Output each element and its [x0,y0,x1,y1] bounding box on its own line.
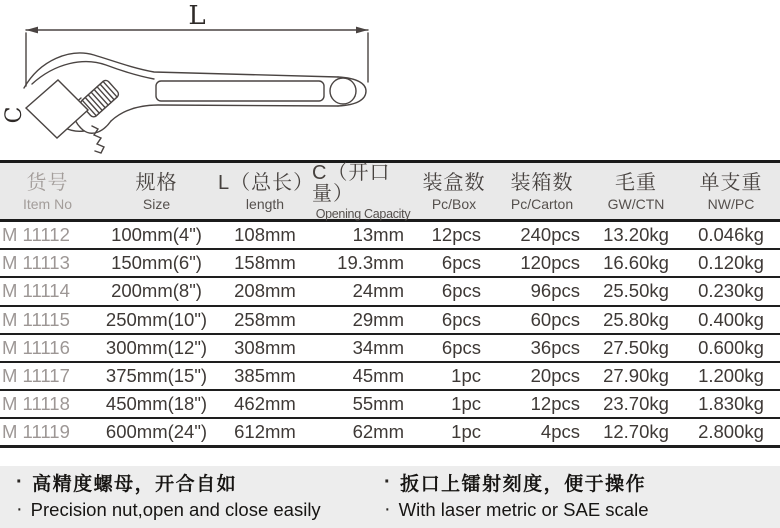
table-cell: 240pcs [520,224,580,246]
column-header-6 [590,163,682,219]
table-cell: 0.400kg [698,308,764,330]
table-row [0,250,780,278]
column-header-4 [414,163,494,219]
bullet-icon: · [16,471,25,493]
table-cell: 375mm(15") [105,365,208,387]
spec-table [0,160,780,448]
table-cell: 34mm [352,336,404,358]
table-cell: 13.20kg [603,224,669,246]
table-cell: 6pcs [441,252,481,274]
feature-right-en [384,496,649,523]
table-cell: 462mm [234,393,296,415]
table-cell: M 11112 [2,224,70,246]
column-header-7 [682,163,780,219]
table-cell: 12.70kg [603,420,669,442]
table-cell: 55mm [352,393,404,415]
table-row [0,307,780,335]
length-dimension-label: L [188,1,206,31]
wrench-technical-drawing [0,0,390,158]
bullet-icon: · [384,471,393,493]
column-header-zh: 单支重 [699,171,763,194]
table-cell: 100mm(4") [111,224,202,246]
column-header-zh: 装箱数 [510,171,574,194]
table-cell: 1pc [451,365,481,387]
table-cell: 29mm [352,308,404,330]
table-cell: 6pcs [441,336,481,358]
column-header-en: NW/PC [707,195,755,212]
jaw-opening [26,80,88,138]
column-header-en: Pc/Box [431,195,477,212]
table-cell: 600mm(24") [105,420,208,442]
table-cell: 612mm [234,420,296,442]
feature-right-zh-text: 扳口上镭射刻度，便于操作 [400,474,647,495]
table-cell: 2.800kg [698,420,764,442]
table-cell: 27.90kg [603,365,669,387]
column-header-en: Item No [22,195,72,212]
table-cell: 12pcs [431,224,481,246]
column-header-en: Pc/Carton [510,195,574,212]
column-header-zh: 装盒数 [422,171,486,194]
table-cell: 258mm [234,308,296,330]
table-cell: 120pcs [520,252,580,274]
table-cell: 1.830kg [698,393,764,415]
table-cell: 16.60kg [603,252,669,274]
table-cell: 385mm [234,365,296,387]
table-row [0,363,780,391]
table-cell: 0.600kg [698,336,764,358]
table-cell: 208mm [234,280,296,302]
table-cell: 25.50kg [603,280,669,302]
wrench-drawing-svg [0,0,390,158]
table-cell: 20pcs [530,365,580,387]
table-cell: M 11117 [2,365,70,387]
table-cell: 23.70kg [603,393,669,415]
table-body [0,222,780,448]
table-cell: 19.3mm [337,252,404,274]
bullet-icon: · [384,498,391,520]
table-cell: 24mm [352,280,404,302]
column-header-zh: 规格 [135,171,178,194]
column-header-en: GW/CTN [607,195,665,212]
table-row [0,419,780,447]
column-header-0 [0,163,95,219]
column-header-3 [312,163,414,219]
table-cell: M 11116 [2,336,70,358]
feature-left-zh [16,469,321,496]
table-cell: 36pcs [530,336,580,358]
table-row [0,391,780,419]
table-cell: 25.80kg [603,308,669,330]
column-header-zh: 货号 [26,171,69,194]
feature-right-en-text: With laser metric or SAE scale [398,498,649,520]
table-cell: M 11119 [2,420,70,442]
feature-right-zh [384,469,649,496]
table-cell: 250mm(10") [105,308,208,330]
column-header-en: length [245,195,285,212]
table-cell: M 11118 [2,393,70,415]
features-strip [0,466,780,528]
table-cell: 308mm [234,336,296,358]
table-cell: 200mm(8") [111,280,202,302]
table-cell: M 11113 [2,252,70,274]
column-header-5 [494,163,590,219]
table-cell: M 11115 [2,308,70,330]
table-cell: 300mm(12") [105,336,208,358]
table-cell: 450mm(18") [105,393,208,415]
bullet-icon: · [16,498,23,520]
table-cell: 4pcs [540,420,580,442]
table-cell: 62mm [352,420,404,442]
table-cell: 158mm [234,252,296,274]
table-cell: 96pcs [530,280,580,302]
column-header-en: Opening Capacity [315,206,411,221]
table-cell: 1pc [451,393,481,415]
column-header-zh: 毛重 [615,171,657,194]
column-header-zh: C（开口量） [312,161,391,205]
table-cell: 1pc [451,420,481,442]
column-header-1 [95,163,218,219]
column-header-zh: L（总长） [218,171,315,194]
table-cell: 27.50kg [603,336,669,358]
table-cell: 60pcs [530,308,580,330]
table-header-row [0,160,780,222]
feature-left-zh-text: 高精度螺母，开合自如 [32,474,238,495]
table-cell: 0.120kg [698,252,764,274]
capacity-dimension-label: C [2,106,27,124]
column-header-2 [218,163,315,219]
table-cell: 6pcs [441,280,481,302]
feature-left-en-text: Precision nut,open and close easily [30,498,321,520]
table-row [0,278,780,306]
features-left-column [16,469,321,523]
feature-left-en [16,496,321,523]
column-header-en: Size [142,195,171,212]
table-cell: 0.046kg [698,224,764,246]
table-cell: 0.230kg [698,280,764,302]
table-cell: 12pcs [530,393,580,415]
table-cell: M 11114 [2,280,70,302]
table-cell: 108mm [234,224,296,246]
table-cell: 1.200kg [698,365,764,387]
features-right-column [384,469,649,523]
table-cell: 6pcs [441,308,481,330]
table-cell: 45mm [352,365,404,387]
table-row [0,335,780,363]
table-cell: 150mm(6") [111,252,202,274]
table-cell: 13mm [352,224,404,246]
table-row [0,222,780,250]
